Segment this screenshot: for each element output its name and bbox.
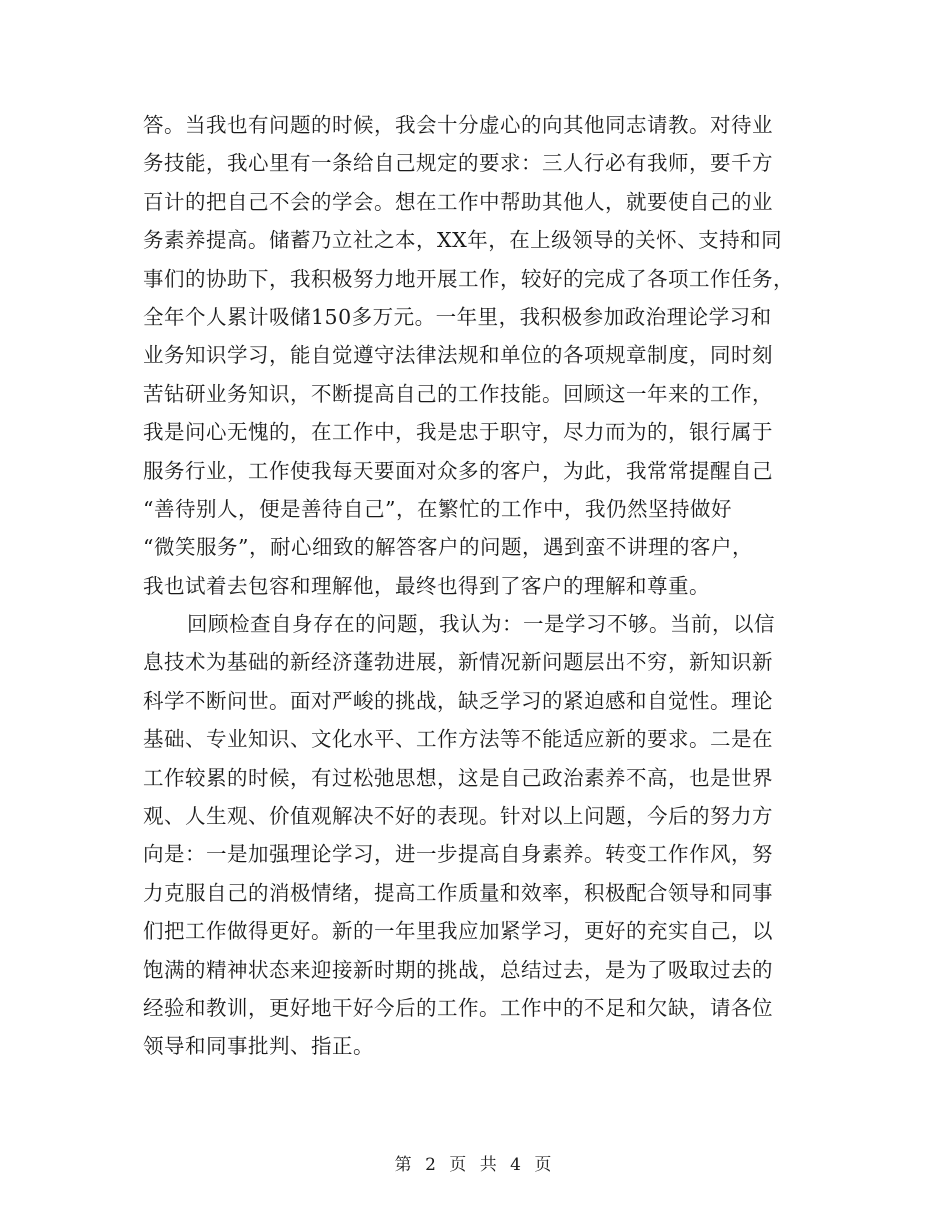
text-line: 苦钻研业务知识，不断提高自己的工作技能。回顾这一年来的工作，	[143, 381, 773, 406]
text-line: 务技能，我心里有一条给自己规定的要求：三人行必有我师，要千方	[143, 151, 773, 176]
text-line: “善待别人，便是善待自己”，在繁忙的工作中，我仍然坚持做好	[143, 496, 732, 521]
text-line: 经验和教训，更好地干好今后的工作。工作中的不足和欠缺，请各位	[143, 995, 773, 1020]
text-line: 工作较累的时候，有过松弛思想，这是自己政治素养不高，也是世界	[143, 765, 773, 790]
text-line: 科学不断问世。面对严峻的挑战，缺乏学习的紧迫感和自觉性。理论	[143, 688, 773, 713]
text-line: 百计的把自己不会的学会。想在工作中帮助其他人，就要使自己的业	[143, 189, 773, 214]
page-number-footer: 第 2 页 共 4 页	[394, 1155, 556, 1175]
text-line: 观、人生观、价值观解决不好的表现。针对以上问题，今后的努力方	[143, 804, 773, 829]
paragraph-1	[143, 106, 823, 605]
text-line: 基础、专业知识、文化水平、工作方法等不能适应新的要求。二是在	[143, 727, 773, 752]
text-line: 答。当我也有问题的时候，我会十分虚心的向其他同志请教。对待业	[143, 113, 773, 137]
document-body	[143, 106, 823, 1066]
text-line: 向是：一是加强理论学习，进一步提高自身素养。转变工作作风，努	[143, 842, 773, 867]
text-line: “微笑服务”，耐心细致的解答客户的问题，遇到蛮不讲理的客户，	[143, 535, 753, 560]
text-line: 饱满的精神状态来迎接新时期的挑战，总结过去，是为了吸取过去的	[143, 957, 773, 982]
text-line: 回顾检查自身存在的问题，我认为：一是学习不够。当前，以信	[187, 612, 775, 637]
text-line: 力克服自己的消极情绪，提高工作质量和效率，积极配合领导和同事	[143, 880, 773, 905]
text-line: 全年个人累计吸储150多万元。一年里，我积极参加政治理论学习和	[143, 304, 772, 329]
text-line: 事们的协助下，我积极努力地开展工作，较好的完成了各项工作任务，	[143, 266, 794, 291]
text-line: 我也试着去包容和理解他，最终也得到了客户的理解和尊重。	[143, 573, 710, 598]
text-line: 领导和同事批判、指正。	[143, 1034, 374, 1059]
text-line: 务素养提高。储蓄乃立社之本，XX年，在上级领导的关怀、支持和同	[143, 228, 783, 253]
text-line: 服务行业，工作使我每天要面对众多的客户，为此，我常常提醒自己	[143, 458, 773, 483]
text-line: 业务知识学习，能自觉遵守法律法规和单位的各项规章制度，同时刻	[143, 343, 773, 368]
paragraph-2	[143, 605, 823, 1066]
text-line: 们把工作做得更好。新的一年里我应加紧学习，更好的充实自己，以	[143, 919, 773, 944]
text-line: 息技术为基础的新经济蓬勃进展，新情况新问题层出不穷，新知识新	[143, 650, 773, 675]
text-line: 我是问心无愧的，在工作中，我是忠于职守，尽力而为的，银行属于	[143, 420, 773, 445]
